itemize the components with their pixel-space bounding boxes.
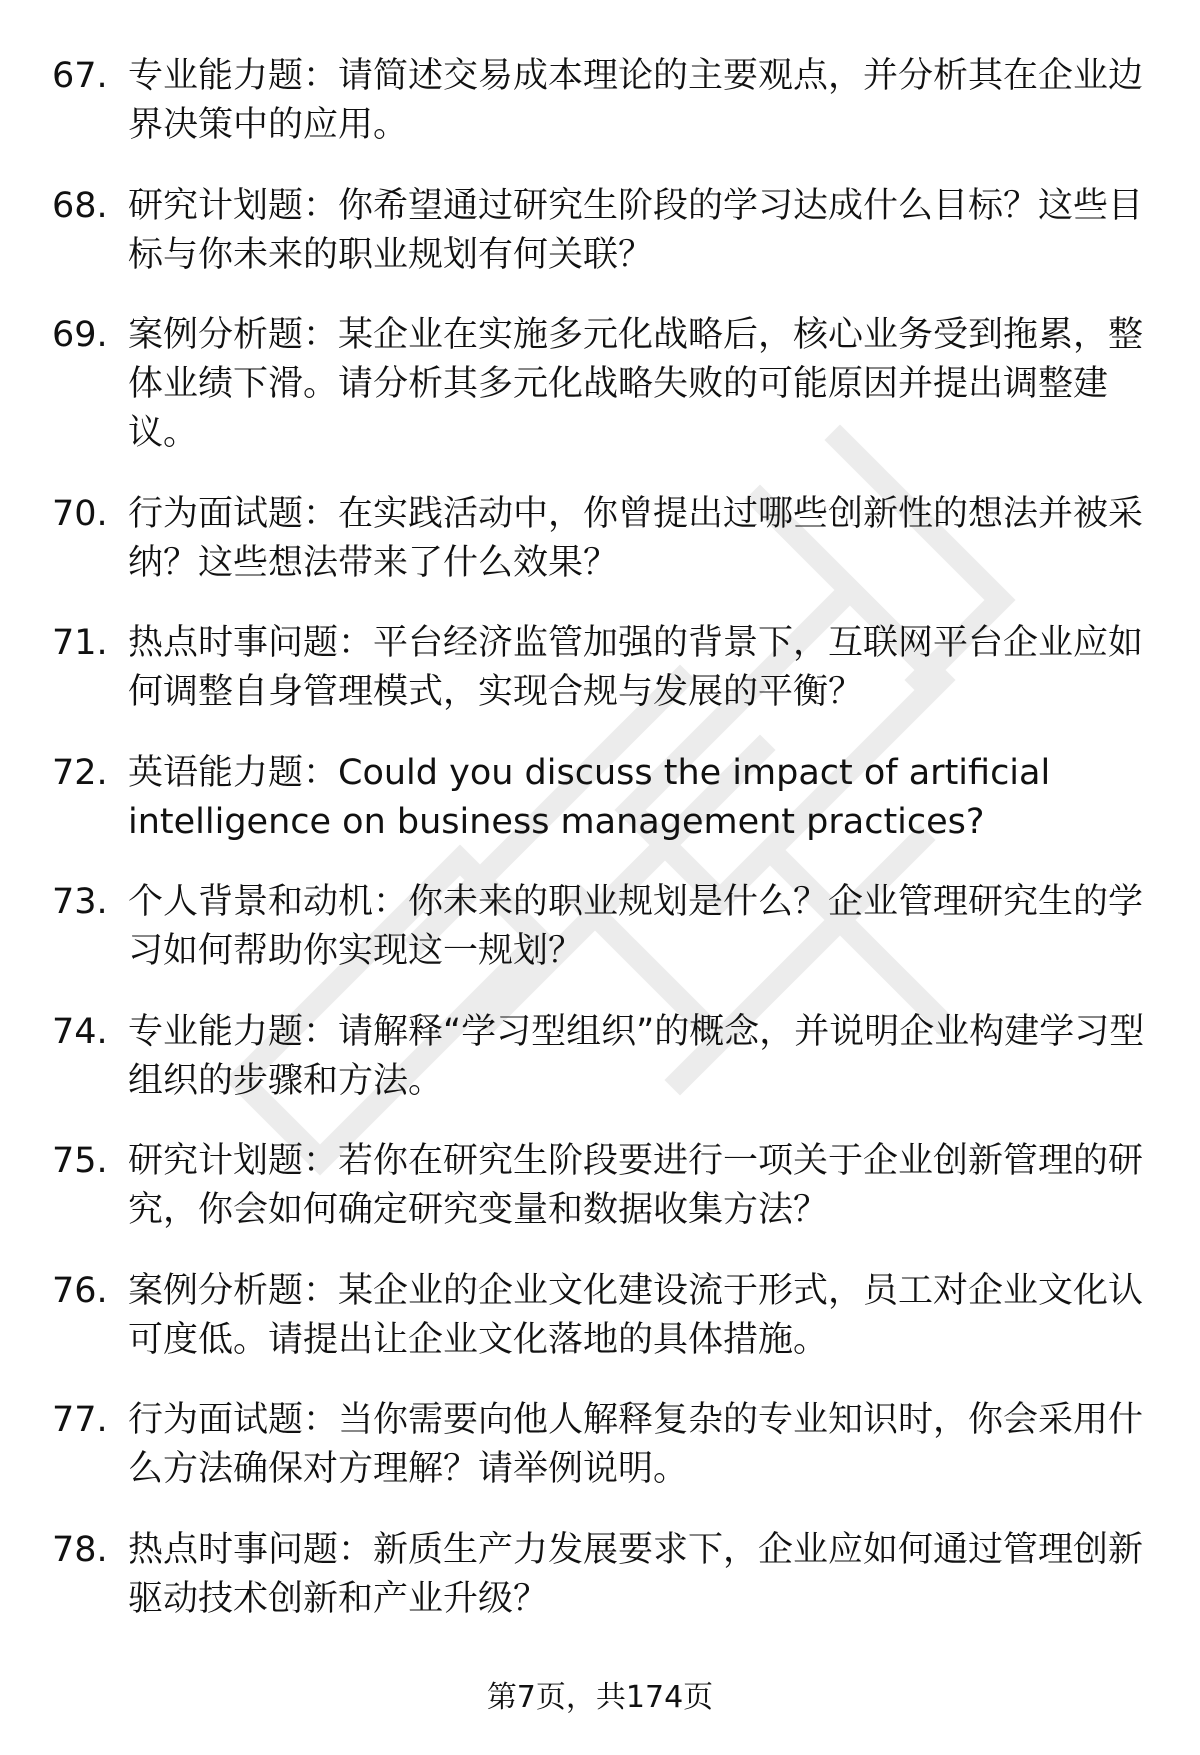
question-text: 行为面试题：在实践活动中，你曾提出过哪些创新性的想法并被采纳？这些想法带来了什么效果？	[128, 493, 1144, 583]
question-item	[52, 1008, 1152, 1106]
question-number: 71.	[52, 623, 108, 663]
question-number: 77.	[52, 1400, 108, 1440]
question-item	[52, 1396, 1152, 1494]
question-text: 英语能力题：Could you discuss the impact of artificial intelligence on business management practices?	[128, 752, 1051, 842]
question-item	[52, 52, 1152, 150]
question-text: 研究计划题：若你在研究生阶段要进行一项关于企业创新管理的研究，你会如何确定研究变量和数据收集方法？	[128, 1141, 1144, 1230]
question-text: 热点时事问题：平台经济监管加强的背景下，互联网平台企业应如何调整自身管理模式，实现合规与发展的平衡？	[128, 623, 1144, 712]
question-item	[52, 1526, 1152, 1624]
question-item	[52, 749, 1152, 847]
question-number: 78.	[52, 1529, 108, 1570]
question-item	[52, 1267, 1152, 1365]
question-text: 研究计划题：你希望通过研究生阶段的学习达成什么目标？这些目标与你未来的职业规划有何关联？	[128, 185, 1144, 275]
question-number: 76.	[52, 1270, 108, 1311]
question-number: 75.	[52, 1141, 108, 1181]
question-text: 个人背景和动机：你未来的职业规划是什么？企业管理研究生的学习如何帮助你实现这一规划？	[128, 882, 1144, 971]
question-number: 70.	[52, 493, 108, 534]
question-text: 专业能力题：请简述交易成本理论的主要观点，并分析其在企业边界决策中的应用。	[128, 56, 1144, 145]
question-list	[52, 52, 1152, 1655]
question-text: 案例分析题：某企业的企业文化建设流于形式，员工对企业文化认可度低。请提出让企业文化落地的具体措施。	[128, 1270, 1144, 1360]
question-item	[52, 311, 1152, 458]
question-number: 74.	[52, 1011, 108, 1052]
question-number: 68.	[52, 185, 108, 226]
question-item	[52, 619, 1152, 717]
question-number: 73.	[52, 882, 108, 922]
question-item	[52, 182, 1152, 280]
question-number: 69.	[52, 315, 108, 355]
question-text: 热点时事问题：新质生产力发展要求下，企业应如何通过管理创新驱动技术创新和产业升级？	[128, 1529, 1144, 1619]
question-text: 专业能力题：请解释“学习型组织”的概念，并说明企业构建学习型组织的步骤和方法。	[128, 1011, 1145, 1101]
question-item	[52, 878, 1152, 976]
question-number: 67.	[52, 56, 108, 96]
page-footer: 第7页，共174页	[486, 1680, 714, 1715]
question-item	[52, 1137, 1152, 1235]
question-text: 案例分析题：某企业在实施多元化战略后，核心业务受到拖累，整体业绩下滑。请分析其多元化战略失败的可能原因并提出调整建议。	[128, 315, 1144, 453]
question-item	[52, 490, 1152, 588]
question-number: 72.	[52, 752, 108, 793]
question-text: 行为面试题：当你需要向他人解释复杂的专业知识时，你会采用什么方法确保对方理解？请举例说明。	[128, 1400, 1144, 1489]
